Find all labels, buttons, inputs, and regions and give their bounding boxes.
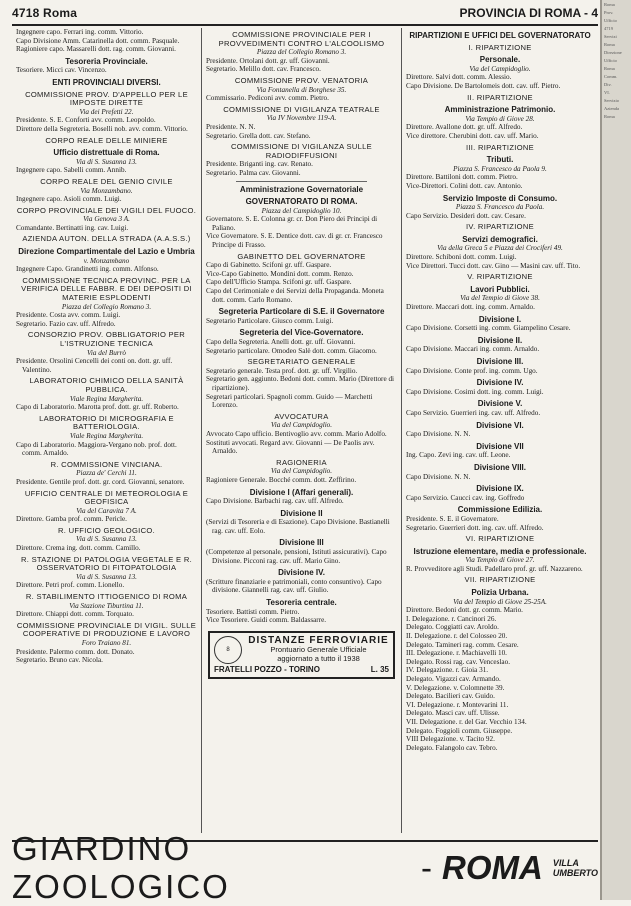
ad-line1: Prontuario Generale Ufficiale [270,645,367,655]
col3-entry: Delegato. Falangolo cav. Tebro. [406,743,498,752]
strip-fragment: Div. [604,82,612,87]
col1-heading: Viale Regina Margherita. [69,431,144,440]
col1-heading: Via del Caravita 7 A. [76,506,137,515]
col3-entry: VII. Delegazione. r. del Gar. Vecchio 134. [406,717,527,726]
col2-heading: COMMISSIONE DI VIGILANZA TEATRALE [223,104,380,114]
ad-emblem-icon [214,636,242,664]
footer-umberto: UMBERTO [552,868,598,878]
col2-heading: COMMISSIONE PROVINCIALE PER I PROVVEDIMENTI CONTRO L'ALCOOLISMO [218,30,385,48]
col1-heading: UFFICIO CENTRALE DI METEOROLOGIA E GEOFISICA [24,488,189,507]
col2-heading: Via del Campidoglio. [270,467,333,476]
col3-heading: Divisione IV. [476,378,524,388]
col1-entry: Segretario. Fazio cav. uff. Alfredo. [16,319,116,328]
column-1 [12,28,202,833]
col2-heading: Divisione III [279,538,324,548]
col3-heading: Divisione VIII. [473,462,526,472]
ad-line2: aggiornato a tutto il 1938 [277,654,360,664]
col2-entry: Segretario gen. aggiunto. Bedoni dott. comm. Mario (Direttore di ripartizione). [206,375,395,392]
footer-location [553,858,598,878]
col2-heading: COMMISSIONE PROV. VENATORIA [234,75,369,85]
col3-heading: VI. RIPARTIZIONE [465,534,535,544]
col2-heading: Piazza del Collegio Romano 3. [256,48,347,57]
ad-bottom [214,666,389,675]
col3-heading: Servizio Imposte di Consumo. [442,193,558,203]
col3-entry: III. Delegazione. r. Machiavelli 10. [406,649,507,658]
col1-entry: Presidente. Orsolini Cencelli dei conti on. dott. gr. uff. Valentino. [16,357,173,374]
col1-entry: Direttore. Crema ing. dott. comm. Camillo. [16,544,141,553]
col3-heading: Tributi. [486,155,514,165]
col3-entry: Direttore. Battiloni dott. comm. Pietro. [406,173,518,182]
col2-entry: Segretario particolare. Omodeo Salè dott. comm. Giacomo. [206,346,377,355]
col2-entry: Governatore. S. E. Colonna gr. cr. Don Piero dei Principi di Paliano. [206,215,378,232]
railway-advertisement [208,631,395,680]
col3-entry: Vice-Direttori. Colini dott. cav. Antonio. [406,181,523,190]
col2-entry: Vice Governatore. S. E. Dentice dott. cav. di gr. cr. Francesco Principe di Frasso. [206,232,383,250]
col3-heading: Piazza S. Francesco da Paola 9. [453,164,547,173]
ad-top [214,636,389,664]
col3-entry: Delegato. Tamineri rag. comm. Cesare. [406,640,519,649]
col3-heading: Divisione III. [476,357,524,366]
col3-entry: Delegato. Vigazzi cav. Armando. [406,675,501,683]
col3-heading: Commissione Edilizia. [457,505,543,515]
col2-heading: Tesoreria centrale. [266,598,337,608]
col2-entry: Presidente. N. N. [206,122,256,131]
col3-heading: Via della Greca 5 e Piazza dei Crociferi 49. [437,244,563,253]
col3-entry: Segretario. Guerrieri dott. ing. cav. uff. Alfredo. [406,523,544,532]
col2-entry: Segretario generale. Testa prof. dott. gr. uff. Virgilio. [206,366,358,375]
strip-fragment: Roma [604,2,615,7]
col1-entry: Capo Divisione Amm. Catarinella dott. comm. Pasquale. [16,36,180,45]
col1-heading: Via di S. Susanna 13. [76,572,137,581]
col3-entry: Capo Divisione. N. N. [406,430,471,439]
col2-heading: Divisione II [280,508,323,518]
col2-entry: Segretario. Palma cav. Giovanni. [206,168,301,177]
col2-entry: Capo Divisione. Barbachi rag. cav. uff. Alfredo. [206,497,344,506]
col1-heading: AZIENDA AUTON. DELLA STRADA (A.A.S.S.) [22,234,191,244]
col2-heading: Via IV Novembre 119-A. [266,114,337,123]
col2-entry: Commissario. Pediconi avv. comm. Pietro. [206,94,329,103]
col3-heading: Divisione I. [478,314,522,324]
col1-heading: LABORATORIO DI MICROGRAFIA E BATTERIOLOGIA. [39,413,174,432]
zoo-advertisement [12,830,598,905]
footer-name: GIARDINO ZOOLOGICO [12,830,230,905]
strip-fragment: Direzione [604,50,622,55]
col1-heading: Via di S. Susanna 13. [76,157,137,166]
col2-entry: Sostituti avvocati. Regard avv. Giovanni — De Paolis avv. Arnaldo. [206,438,375,456]
col3-entry: I. Delegazione. r. Cancinori 26. [406,614,497,623]
col1-entry: Segretario. Bruno cav. Nicola. [16,656,103,665]
strip-fragment: Servizi [604,34,617,39]
col3-entry: II. Delegazione. r. del Colosseo 20. [406,632,508,641]
col2-entry: Presidente. Briganti ing. cav. Renato. [206,160,313,169]
footer-city: ROMA [442,849,543,886]
col1-heading: Via di S. Susanna 13. [76,535,137,544]
col1-entry: Ingegnere Capo. Grandinetti ing. comm. Alfonso. [16,265,159,274]
adjacent-page-strip [600,0,631,900]
col2-heading: SEGRETARIATO GENERALE [247,357,356,367]
strip-fragment: Roma [604,114,615,119]
col1-heading: LABORATORIO CHIMICO DELLA SANITÀ PUBBLICA. [29,376,184,394]
col1-heading: COMMISSIONE PROV. D'APPELLO PER LE IMPOSTE DIRETTE [25,89,188,108]
col1-entry: Direttore. Gamba prof. comm. Pericle. [16,515,127,524]
col1-entry: Tesoriere. Micci cav. Vincenzo. [16,66,107,75]
col3-heading: Via Tempio di Giove 27. [465,556,535,565]
footer-villa: VILLA [552,858,579,868]
col2-entry: Capo di Gabinetto. Scifoni gr. uff. Gaspare. [206,261,332,270]
col3-entry: Capo Divisione. N. N. [406,472,471,481]
col1-entry: Presidente. S. E. Conforti avv. comm. Leopoldo. [16,116,156,125]
col1-entry: Direttore. Petri prof. comm. Lionello. [16,581,125,590]
col2-heading: COMMISSIONE DI VIGILANZA SULLE RADIODIFFUSIONI [230,142,373,160]
col1-heading: CORPO REALE DEL GENIO CIVILE [40,176,173,186]
column-3 [402,28,598,833]
col2-entry: (Scritture finanziarie e patrimoniali, conto consuntivo). Capo divisione. Giannelli rag. cav. uff. Giulio. [206,577,382,595]
col3-heading: IV. RIPARTIZIONE [466,222,534,232]
col2-heading: Divisione IV. [278,568,325,578]
col3-entry: Delegato. Coggiatti cav. Aroldo. [406,623,499,632]
col2-entry: Capo della Segreteria. Anelli dott. gr. uff. Giovanni. [206,338,356,346]
col2-entry: Vice Tesoriere. Guidi comm. Baldassarre. [206,616,327,625]
col3-heading: Divisione VI. [476,420,524,430]
col2-heading: Via del Campidoglio. [270,421,333,430]
col3-entry: VIII Delegazione. v. Tacito 92. [406,735,495,744]
page-header [12,2,598,26]
col1-entry: Comandante. Bertinatti ing. cav. Luigi. [16,223,129,232]
col3-entry: V. Delegazione. v. Colomnette 39. [406,683,505,692]
ad-publisher: FRATELLI POZZO - TORINO [214,664,320,674]
col2-entry: (Servizi di Tesoreria e di Esazione). Capo Divisione. Bastianelli rag. cav. uff. Eolo. [206,518,390,535]
col2-heading: GOVERNATORATO DI ROMA. [245,197,358,207]
col3-heading: RIPARTIZIONI E UFFICI DEL GOVERNATORATO [409,31,591,40]
col1-heading: Piazza del Collegio Romano 3. [61,302,152,311]
col1-entry: Presidente. Gentile prof. dott. gr. cord. Giovanni, senatore. [16,477,185,486]
col2-heading: Via Fontanella di Borghese 35. [256,85,347,94]
strip-fragment: Roma [604,42,615,47]
strip-fragment: Azienda [604,106,619,111]
col2-heading: Segreteria Particolare di S.E. il Governatore [218,307,385,317]
col3-entry: Delegato. Masci cav. uff. Ulisse. [406,709,500,718]
col1-heading: CORPO REALE DELLE MINIERE [45,135,168,145]
header-left: 4718 Roma [12,6,78,20]
col2-entry: Segretario Particolare. Giusco comm. Luigi. [206,316,334,325]
col3-entry: Delegato. Rossi rag. cav. Venceslao. [406,657,510,666]
col1-entry: Ingegnere capo. Sabelli comm. Annib. [16,166,127,175]
col2-heading: GABINETTO DEL GOVERNATORE [237,251,366,261]
col1-entry: Ragioniere capo. Massarelli dott. rag. comm. Giovanni. [16,45,176,54]
col3-entry: Vice Direttori. Tucci dott. cav. Gino — Masini cav. uff. Tito. [406,261,581,270]
strip-fragment: Servizio [604,98,619,103]
col3-entry: Capo Divisione. Corsetti ing. comm. Giampelino Cesare. [406,324,571,333]
col3-entry: Direttore. Bedoni dott. gr. comm. Mario. [406,606,523,615]
col1-heading: R. COMMISSIONE VINCIANA. [50,459,163,469]
col3-heading: Amministrazione Patrimonio. [444,105,556,115]
col3-entry: Delegato. Foggioli comm. Giuseppe. [406,726,513,735]
col1-entry: Ingegnere capo. Ferrari ing. comm. Vittorio. [16,28,144,36]
col3-entry: Direttore. Maccari dott. ing. comm. Arnaldo. [406,303,535,312]
col3-entry: Delegato. Bacilieri cav. Guido. [406,692,495,701]
col1-entry: Capo di Laboratorio. Maggiora-Vergano nob. prof. dott. comm. Arnaldo. [16,440,177,458]
columns [12,28,598,833]
col1-heading: R. STAZIONE DI PATOLOGIA VEGETALE E R. OSSERVATORIO DI FITOPATOLOGIA [20,554,193,573]
col3-heading: Via Tempio di Giove 28. [465,114,535,123]
col3-heading: Divisione II. [477,335,523,345]
col2-entry: (Competenze al personale, pensioni, Istituti assicurativi). Capo Divisione. Picconi rag. cav. uff. Mario Gino. [206,548,387,565]
col2-heading: RAGIONERIA [276,457,327,467]
ad-title: DISTANZE FERROVIARIE [248,634,389,646]
col3-heading: III. RIPARTIZIONE [465,142,535,152]
col3-entry: Vice direttore. Cherubini dott. cav. uff. Mario. [406,131,539,140]
col1-entry: Ingegnere capo. Asioli comm. Luigi. [16,195,122,204]
col3-entry: Direttore. Schiboni dott. comm. Luigi. [406,253,517,262]
col2-heading: Divisione I (Affari generali). [249,487,354,497]
section-divider [236,181,367,182]
col2-entry: Capo dell'Ufficio Stampa. Scifoni gr. uff. Gaspare. [206,278,352,287]
col1-heading: ENTI PROVINCIALI DIVERSI. [52,77,161,87]
column-2-entries [206,31,397,625]
col2-entry: Ragioniere Generale. Bocché comm. dott. Zeffirino. [206,475,357,484]
col3-entry: Capo Divisione. Cosimi dott. ing. comm. Luigi. [406,387,544,396]
col1-heading: R. UFFICIO GEOLOGICO. [57,525,155,535]
col3-heading: V. RIPARTIZIONE [467,272,533,282]
col1-heading: CORPO PROVINCIALE DEI VIGILI DEL FUOCO. [16,205,197,215]
col3-heading: Servizi demografici. [462,234,538,244]
strip-fragment: Prov. [604,10,614,15]
col3-heading: Polizia Urbana. [471,588,529,598]
col1-heading: Via dei Prefetti 22. [79,107,134,116]
header-right: PROVINCIA DI ROMA - 4 [459,6,598,20]
col1-heading: Foro Traiano 81. [81,639,132,647]
col1-heading: CONSORZIO PROV. OBBLIGATORIO PER L'ISTRUZIONE TECNICA [27,330,186,348]
col3-heading: Divisione V. [477,399,523,409]
col3-entry: Capo Servizio. Caucci cav. ing. Goffredo [406,493,525,502]
col1-heading: Piazza de' Cerchi 11. [76,469,137,478]
col3-heading: I. RIPARTIZIONE [468,42,532,52]
col2-entry: Segretario. Grella dott. cav. Stefano. [206,131,311,140]
ad-text [248,634,389,664]
col3-entry: Direttore. Salvi dott. comm. Alessio. [406,73,512,82]
col3-entry: Capo Servizio. Guerrieri ing. cav. uff. Alfredo. [406,408,541,417]
col1-heading: Via Monzambano. [80,186,133,195]
col3-entry: IV. Delegazione. r. Gioia 31. [406,666,489,675]
col1-heading: Ufficio distrettuale di Roma. [53,148,160,158]
col3-heading: Personale. [479,55,521,65]
col3-heading: Piazza S. Francesco da Paola. [455,203,545,212]
col1-heading: Via Genova 3 A. [83,215,130,224]
col3-entry: Ing. Capo. Zevi ing. cav. uff. Leone. [406,451,511,460]
col1-entry: Direttore. Chiappi dott. comm. Torquato. [16,610,134,619]
col3-heading: Via del Tempio di Giove 38. [460,294,540,303]
col1-entry: Direttore della Segreteria. Boselli nob. avv. comm. Vittorio. [16,124,188,133]
col3-entry: R. Provveditore agli Studi. Padellaro prof. gr. uff. Nazzareno. [406,564,583,573]
col2-heading: Segreteria del Vice-Governatore. [239,328,364,338]
ad-price: L. 35 [370,664,389,674]
col3-heading: Divisione VII [476,441,524,451]
col2-heading: Piazza del Campidoglio 10. [261,206,342,215]
col2-heading: Amministrazione Governatoriale [239,184,364,194]
col1-heading: v. Monzambano [83,256,130,265]
col3-entry: Capo Divisione. De Bartolomeis dott. cav. uff. Pietro. [406,81,561,90]
strip-fragment: Ufficio [604,18,617,23]
col1-heading: Via Stazione Tiburtina 11. [69,601,144,610]
col3-entry: Direttore. Avallone dott. gr. uff. Alfredo. [406,123,523,132]
col3-entry: Capo Servizio. Desideri dott. cav. Cesare. [406,211,526,220]
strip-fragment: Comm. [604,74,618,79]
col3-heading: Lavori Pubblici. [470,284,530,294]
col3-heading: II. RIPARTIZIONE [467,92,533,102]
col2-entry: Vice-Capo Gabinetto. Mondini dott. comm. Renzo. [206,269,354,278]
column-2 [202,28,402,833]
col2-entry: Presidente. Ortolani dott. gr. uff. Giovanni. [206,56,330,65]
col3-entry: VI. Delegazione. r. Montevarini 11. [406,700,509,709]
strip-fragment: 4719 [604,26,613,31]
col2-entry: Capo del Cerimoniale e dei Servizi della Propaganda. Moneta dott. comm. Carlo Romano. [206,287,384,304]
col3-entry: Capo Divisione. Conte prof. ing. comm. Ugo. [406,366,538,375]
strip-fragment: Roma [604,66,615,71]
col1-entry: Presidente. Costa avv. comm. Luigi. [16,311,121,320]
col1-heading: R. STABILIMENTO ITTIOGENICO DI ROMA [25,592,188,602]
col1-heading: COMMISSIONE TECNICA PROVINC. PER LA VERIFICA DELLE FABBR. E DEI DEPOSITI DI MATERIE ESPLODENTI [21,275,192,303]
col1-heading: COMMISSIONE PROVINCIALE DI VIGIL. SULLE COOPERATIVE DI PRODUZIONE E LAVORO [16,620,197,639]
col1-heading: Tesoreria Provinciale. [65,56,148,66]
col2-entry: Segretari particolari. Spagnoli comm. Guido — Marchetti Lorenzo. [206,392,373,410]
col3-heading: Istruzione elementare, media e professionale. [413,546,587,556]
ad-number: 8 [226,646,230,653]
col3-entry: Presidente. S. E. il Governatore. [406,514,499,523]
col3-heading: Via del Tempio di Giove 25-25A. [453,597,547,606]
col2-entry: Avvocato Capo ufficio. Bentivoglio avv. comm. Mario Adolfo. [206,429,387,438]
col1-entry: Capo di Laboratorio. Marotta prof. dott. gr. uff. Roberto. [16,403,179,412]
strip-fragment: VI. [604,90,610,95]
col1-heading: Viale Regina Margherita. [69,394,144,403]
col3-heading: Divisione IX. [476,484,524,494]
col2-heading: AVVOCATURA [274,411,329,421]
col1-entry: Presidente. Palermo comm. dott. Donato. [16,647,135,656]
col2-entry: Tesoriere. Battisti comm. Pietro. [206,607,300,616]
footer-dash: - [421,849,434,886]
col2-entry: Segretario. Melillo dott. cav. Francesco. [206,65,321,74]
strip-fragment: Ufficio [604,58,617,63]
col3-entry: Capo Divisione. Maccari ing. comm. Arnaldo. [406,345,540,354]
col3-heading: Via del Campidoglio. [469,64,531,73]
col3-heading: VII. RIPARTIZIONE [464,575,536,585]
col1-heading: Direzione Compartimentale del Lazio e Umbria [18,247,195,257]
col1-heading: Via del Burrò [87,348,126,357]
